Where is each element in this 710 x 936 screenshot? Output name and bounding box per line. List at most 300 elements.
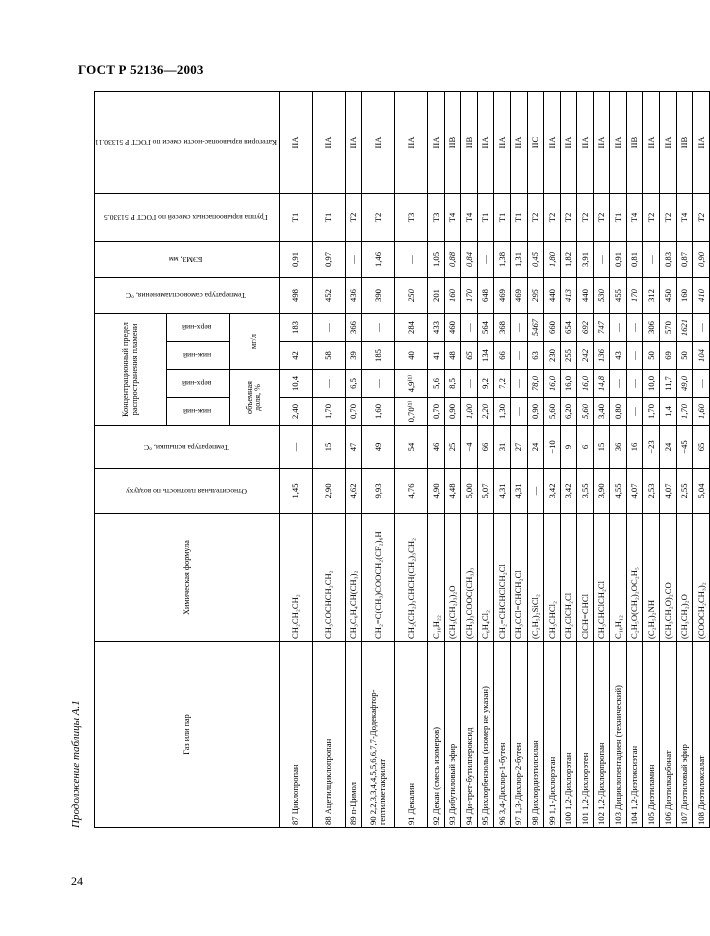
- row-bemz: 0,81: [626, 241, 643, 277]
- row-group: T2: [577, 193, 594, 241]
- row-density: 4,90: [428, 469, 445, 514]
- row-ait: 312: [643, 277, 660, 313]
- substance-name: 1,3-Дихлор-2-бутен: [513, 742, 524, 815]
- row-density: 9,93: [362, 469, 395, 514]
- row-vu: —: [461, 370, 478, 398]
- row-ait: 201: [428, 277, 445, 313]
- row-mu: —: [362, 313, 395, 341]
- row-cat: IIA: [660, 91, 677, 193]
- row-ait: 530: [593, 277, 610, 313]
- row-ait: 413: [560, 277, 577, 313]
- document-header: ГОСТ Р 52136—2003: [78, 62, 204, 77]
- row-number: 101: [579, 812, 590, 825]
- row-vl: 1,60: [362, 398, 395, 426]
- row-density: 4,31: [494, 469, 511, 514]
- row-group: T2: [643, 193, 660, 241]
- row-formula: CH₂CH₂CH₂: [279, 514, 312, 642]
- row-density: 5,04: [693, 469, 710, 514]
- header-bemz: БЭМЗ, мм: [95, 241, 280, 277]
- row-ait: 170: [626, 277, 643, 313]
- row-ml: 230: [544, 342, 561, 370]
- row-density: 4,07: [626, 469, 643, 514]
- row-vu: 8,5: [444, 370, 461, 398]
- row-ml: 50: [643, 342, 660, 370]
- row-ml: 50: [676, 342, 693, 370]
- substance-name: 1,2-Дихлорэтен: [579, 752, 590, 810]
- row-vu: 6,5: [345, 370, 362, 398]
- row-vl: 1,70: [643, 398, 660, 426]
- row-number: 100: [563, 812, 574, 825]
- row-vu: —: [626, 370, 643, 398]
- row-density: 4,62: [345, 469, 362, 514]
- row-ait: 160: [444, 277, 461, 313]
- substance-name: 1,2-Диэтоксиэтан: [629, 745, 640, 810]
- substances-table: [94, 91, 710, 828]
- row-flash: 24: [527, 426, 544, 469]
- row-ait: 648: [477, 277, 494, 313]
- row-ait: 250: [395, 277, 428, 313]
- row-mu: 660: [544, 313, 561, 341]
- row-number: 90: [367, 816, 378, 825]
- row-substance-name: [444, 642, 461, 828]
- row-bemz: —: [345, 241, 362, 277]
- row-ait: 390: [362, 277, 395, 313]
- row-mu: 183: [279, 313, 312, 341]
- row-vl: 0,90: [527, 398, 544, 426]
- table-row: [279, 91, 312, 827]
- row-mu: 570: [660, 313, 677, 341]
- row-number: 92: [430, 816, 441, 825]
- substance-name: 2,2,3,3,4,4,5,5,6,6,7,7-Додекафтор-гептилметакрилат: [367, 689, 388, 825]
- row-substance-name: [560, 642, 577, 828]
- row-ait: 469: [510, 277, 527, 313]
- row-ait: 295: [527, 277, 544, 313]
- row-density: 2,55: [676, 469, 693, 514]
- substance-name: 1,1-Дихлорэтан: [546, 756, 557, 815]
- substance-name: п-Цимол: [348, 782, 359, 815]
- row-mu: 654: [560, 313, 577, 341]
- row-mu: 564: [477, 313, 494, 341]
- row-density: 4,31: [510, 469, 527, 514]
- row-flash: 16: [626, 426, 643, 469]
- row-density: 4,55: [610, 469, 627, 514]
- row-mu: 306: [643, 313, 660, 341]
- row-cat: IIA: [510, 91, 527, 193]
- row-number: 89: [348, 816, 359, 825]
- substance-name: Дихлордиэтилсилан: [530, 740, 540, 815]
- row-substance-name: [626, 642, 643, 828]
- row-number: 87: [290, 816, 301, 825]
- table-row: [527, 91, 544, 827]
- table-row: [395, 91, 428, 827]
- row-flash: 46: [428, 426, 445, 469]
- table-row: [345, 91, 362, 827]
- row-cat: IIB: [461, 91, 478, 193]
- row-bemz: 0,97: [312, 241, 345, 277]
- row-formula: (C₂H₅)₂NH: [643, 514, 660, 642]
- row-substance-name: [428, 642, 445, 828]
- row-vl: 1,70: [312, 398, 345, 426]
- row-mu: —: [461, 313, 478, 341]
- row-formula: CH₃CCl=CHCH₂Cl: [510, 514, 527, 642]
- row-density: 4,07: [660, 469, 677, 514]
- row-density: 5,00: [461, 469, 478, 514]
- row-density: 3,42: [560, 469, 577, 514]
- row-bemz: —: [643, 241, 660, 277]
- row-number: 98: [530, 816, 540, 825]
- row-flash: 66: [477, 426, 494, 469]
- substance-name: 1,2-Дихлорэтан: [563, 752, 574, 810]
- substance-name: 1,2-Дихлорпропан: [596, 742, 607, 810]
- header-concentration-limit: Концентрационный предел распространения пламени: [95, 313, 167, 425]
- row-formula: (CH₃(CH₂)₃)₂O: [444, 514, 461, 642]
- row-cat: IIA: [494, 91, 511, 193]
- row-number: 108: [695, 812, 706, 825]
- substance-name: Декан (смесь изомеров): [430, 726, 441, 815]
- row-flash: 36: [610, 426, 627, 469]
- row-density: 5,07: [477, 469, 494, 514]
- row-ait: 452: [312, 277, 345, 313]
- row-group: T2: [544, 193, 561, 241]
- row-ait: 170: [461, 277, 478, 313]
- row-ait: 469: [494, 277, 511, 313]
- row-formula: C₁₀H₂₂: [428, 514, 445, 642]
- row-flash: 6: [577, 426, 594, 469]
- table-caption: Продолжение таблицы А.1: [70, 700, 82, 828]
- row-density: 2,90: [312, 469, 345, 514]
- row-density: 2,53: [643, 469, 660, 514]
- table-row: [461, 91, 478, 827]
- row-group: T4: [676, 193, 693, 241]
- table-row: [362, 91, 395, 827]
- table-row: [593, 91, 610, 827]
- row-flash: 27: [510, 426, 527, 469]
- table-row: [676, 91, 693, 827]
- row-density: 3,90: [593, 469, 610, 514]
- row-formula: (CH₃CH₂)₂O: [676, 514, 693, 642]
- row-flash: 25: [444, 426, 461, 469]
- row-vu: 14,8: [593, 370, 610, 398]
- row-vl: 5,60: [544, 398, 561, 426]
- row-formula: CH₂(CH₂)₃CHCH(CH₂)₃CH₂: [395, 514, 428, 642]
- row-number: 93: [447, 816, 458, 825]
- rotated-table-wrapper: [94, 92, 706, 828]
- row-flash: −45: [676, 426, 693, 469]
- row-group: T2: [693, 193, 710, 241]
- row-density: 4,76: [395, 469, 428, 514]
- row-substance-name: [527, 642, 544, 828]
- row-formula: C₆H₄Cl₂: [477, 514, 494, 642]
- substance-name: Дициклопентадиен (технический): [612, 685, 623, 810]
- row-number: 106: [662, 812, 673, 825]
- row-vu: —: [510, 370, 527, 398]
- row-flash: 24: [660, 426, 677, 469]
- row-ml: 136: [593, 342, 610, 370]
- row-ait: 440: [544, 277, 561, 313]
- row-cat: IIA: [345, 91, 362, 193]
- row-substance-name: [362, 642, 395, 828]
- row-density: 3,42: [544, 469, 561, 514]
- row-ml: 104: [693, 342, 710, 370]
- row-vu: 16,0: [560, 370, 577, 398]
- row-mu: 5467: [527, 313, 544, 341]
- header-density: Относительная плотность по воздуху: [95, 469, 280, 514]
- table-row: [610, 91, 627, 827]
- row-flash: —: [279, 426, 312, 469]
- substance-name: Ди-трет-бутилпероксид: [463, 727, 474, 815]
- row-group: T2: [593, 193, 610, 241]
- row-bemz: 0,45: [527, 241, 544, 277]
- row-substance-name: [610, 642, 627, 828]
- row-bemz: —: [593, 241, 610, 277]
- page-number: 24: [71, 874, 83, 888]
- table-row: [312, 91, 345, 827]
- row-cat: IIA: [395, 91, 428, 193]
- header-volume-fraction: объемная доля, %: [229, 370, 279, 426]
- row-formula: (COOCH₂CH₃)₂: [693, 514, 710, 642]
- row-formula: (C₂H₅)₂SiCl₂: [527, 514, 544, 642]
- row-vl: 1,30: [494, 398, 511, 426]
- row-flash: 49: [362, 426, 395, 469]
- row-bemz: 0,87: [676, 241, 693, 277]
- substance-name: Диэтиловый эфир: [679, 744, 690, 810]
- row-substance-name: [660, 642, 677, 828]
- row-ml: 43: [610, 342, 627, 370]
- row-vu: —: [312, 370, 345, 398]
- row-group: T1: [312, 193, 345, 241]
- row-ml: 40: [395, 342, 428, 370]
- header-mass-per-litre: мг/л: [229, 313, 279, 369]
- substance-name: Диэтилоксалат: [695, 755, 706, 810]
- row-group: T2: [660, 193, 677, 241]
- row-cat: IIA: [693, 91, 710, 193]
- row-bemz: —: [477, 241, 494, 277]
- table-row: [544, 91, 561, 827]
- row-flash: 31: [494, 426, 511, 469]
- table-row: [660, 91, 677, 827]
- row-ml: 48: [444, 342, 461, 370]
- header-mass-upper: верх-ний: [166, 313, 229, 341]
- row-group: T2: [527, 193, 544, 241]
- row-number: 99: [546, 816, 557, 825]
- row-substance-name: [544, 642, 561, 828]
- row-ml: 42: [279, 342, 312, 370]
- row-number: 88: [323, 816, 334, 825]
- row-ml: 39: [345, 342, 362, 370]
- row-ait: 436: [345, 277, 362, 313]
- row-cat: IIC: [527, 91, 544, 193]
- row-number: 96: [496, 816, 507, 825]
- row-flash: −10: [544, 426, 561, 469]
- header-flash-point: Температура вспышки, °С: [95, 426, 280, 469]
- row-bemz: 0,88: [444, 241, 461, 277]
- substance-name: Ацетилциклопропан: [323, 738, 334, 815]
- row-vl: 0,70: [428, 398, 445, 426]
- row-cat: IIB: [444, 91, 461, 193]
- row-ml: 58: [312, 342, 345, 370]
- row-formula: CH₃CHClCH₂Cl: [593, 514, 610, 642]
- row-formula: CH₂=C(CH₃)COOCH₂(CF₂)₆H: [362, 514, 395, 642]
- row-bemz: 0,91: [610, 241, 627, 277]
- row-cat: IIA: [477, 91, 494, 193]
- row-flash: 54: [395, 426, 428, 469]
- row-bemz: 1,31: [510, 241, 527, 277]
- row-vl: —: [626, 398, 643, 426]
- row-flash: 15: [593, 426, 610, 469]
- row-bemz: 3,91: [577, 241, 594, 277]
- row-substance-name: [395, 642, 428, 828]
- row-cat: IIA: [643, 91, 660, 193]
- row-vl: 1,60: [693, 398, 710, 426]
- row-cat: IIA: [610, 91, 627, 193]
- row-number: 104: [629, 812, 640, 825]
- row-vl: 2,20: [477, 398, 494, 426]
- row-mu: 368: [494, 313, 511, 341]
- row-density: —: [527, 469, 544, 514]
- row-cat: IIA: [279, 91, 312, 193]
- row-group: T1: [494, 193, 511, 241]
- row-ml: 66: [494, 342, 511, 370]
- row-density: 4,48: [444, 469, 461, 514]
- row-formula: C₁₀H₁₂: [610, 514, 627, 642]
- substance-name: Диэтиламин: [645, 764, 656, 810]
- row-group: T4: [626, 193, 643, 241]
- substance-name: Циклопропан: [290, 764, 301, 815]
- row-density: 1,45: [279, 469, 312, 514]
- header-category: Категория взрывоопас-ности смеси по ГОСТ Р 51330.11: [95, 91, 280, 193]
- row-ait: 455: [610, 277, 627, 313]
- row-formula: CH₂ClCH₂Cl: [560, 514, 577, 642]
- row-substance-name: [510, 642, 527, 828]
- header-autoignition: Температура самовоспламенения, °С: [95, 277, 280, 313]
- row-formula: CH₃C₆H₄CH(CH₃)₂: [345, 514, 362, 642]
- header-formula: Химическая формула: [95, 514, 280, 642]
- table-row: [577, 91, 594, 827]
- row-group: T3: [428, 193, 445, 241]
- row-cat: IIA: [312, 91, 345, 193]
- row-mu: 366: [345, 313, 362, 341]
- row-group: T1: [279, 193, 312, 241]
- table-row: [494, 91, 511, 827]
- row-vl: 5,60: [577, 398, 594, 426]
- header-gas: Газ или пар: [95, 642, 280, 828]
- row-mu: 284: [395, 313, 428, 341]
- substance-name: 3,4-Дихлор-1-бутен: [496, 742, 507, 815]
- row-mu: —: [626, 313, 643, 341]
- row-vl: 1,00: [461, 398, 478, 426]
- row-formula: (CH₃)₃COOC(CH₃)₃: [461, 514, 478, 642]
- table-row: [428, 91, 445, 827]
- row-vu: 9,2: [477, 370, 494, 398]
- row-number: 91: [405, 816, 416, 825]
- row-vu: 16,0: [577, 370, 594, 398]
- row-number: 103: [612, 812, 623, 825]
- table-row: [510, 91, 527, 827]
- row-bemz: 0,90: [693, 241, 710, 277]
- row-bemz: 0,83: [660, 241, 677, 277]
- row-ml: —: [510, 342, 527, 370]
- row-vl: —: [510, 398, 527, 426]
- row-cat: IIA: [560, 91, 577, 193]
- row-vu: 49,0: [676, 370, 693, 398]
- header-vol-upper: верх-ний: [166, 370, 229, 398]
- row-substance-name: [577, 642, 594, 828]
- row-substance-name: [494, 642, 511, 828]
- row-ait: 498: [279, 277, 312, 313]
- row-group: T2: [560, 193, 577, 241]
- table-body: [279, 91, 709, 827]
- row-substance-name: [693, 642, 710, 828]
- row-bemz: 1,46: [362, 241, 395, 277]
- row-vu: 16,0: [544, 370, 561, 398]
- row-ml: —: [626, 342, 643, 370]
- row-bemz: 0,91: [279, 241, 312, 277]
- row-vl: 2,40: [279, 398, 312, 426]
- row-formula: (CH₃CH₂O)₂CO: [660, 514, 677, 642]
- row-vl: 6,20: [560, 398, 577, 426]
- row-ml: 69: [660, 342, 677, 370]
- row-vu: 78,0: [527, 370, 544, 398]
- row-mu: 692: [577, 313, 594, 341]
- row-number: 94: [463, 816, 474, 825]
- row-formula: CH₃CHCl₂: [544, 514, 561, 642]
- header-mixture-group: Группа взрывоопасных смесей по ГОСТ Р 51330.5: [95, 193, 280, 241]
- row-density: 3,55: [577, 469, 594, 514]
- row-ait: 410: [693, 277, 710, 313]
- row-flash: 47: [345, 426, 362, 469]
- row-group: T1: [477, 193, 494, 241]
- row-substance-name: [643, 642, 660, 828]
- row-mu: 747: [593, 313, 610, 341]
- row-vu: 10,4: [279, 370, 312, 398]
- row-ait: 450: [660, 277, 677, 313]
- substance-name: Дибутиловый эфир: [447, 743, 458, 815]
- row-mu: 1621: [676, 313, 693, 341]
- row-substance-name: [676, 642, 693, 828]
- row-bemz: 0,84: [461, 241, 478, 277]
- row-substance-name: [477, 642, 494, 828]
- row-formula: C₂H₅O(CH₂)₂OC₂H₅: [626, 514, 643, 642]
- row-flash: 15: [312, 426, 345, 469]
- row-flash: 9: [560, 426, 577, 469]
- row-vl: 0,90: [444, 398, 461, 426]
- row-vu: 4,9⁽¹⁾: [395, 370, 428, 398]
- row-mu: —: [510, 313, 527, 341]
- row-bemz: 1,80: [544, 241, 561, 277]
- row-ml: 185: [362, 342, 395, 370]
- row-ml: 134: [477, 342, 494, 370]
- table-row: [560, 91, 577, 827]
- row-vl: 0,80: [610, 398, 627, 426]
- row-group: T4: [444, 193, 461, 241]
- row-cat: IIA: [593, 91, 610, 193]
- row-mu: —: [610, 313, 627, 341]
- row-bemz: 1,38: [494, 241, 511, 277]
- row-ml: 255: [560, 342, 577, 370]
- row-vu: 7,2: [494, 370, 511, 398]
- row-number: 105: [645, 812, 656, 825]
- row-vu: —: [610, 370, 627, 398]
- row-vl: 0,70: [345, 398, 362, 426]
- substance-name: Декалин: [405, 783, 416, 815]
- row-number: 107: [679, 812, 690, 825]
- row-substance-name: [593, 642, 610, 828]
- row-mu: —: [312, 313, 345, 341]
- row-vu: 5,6: [428, 370, 445, 398]
- header-mass-lower: ниж-ний: [166, 342, 229, 370]
- row-number: 102: [596, 812, 607, 825]
- table-row: [444, 91, 461, 827]
